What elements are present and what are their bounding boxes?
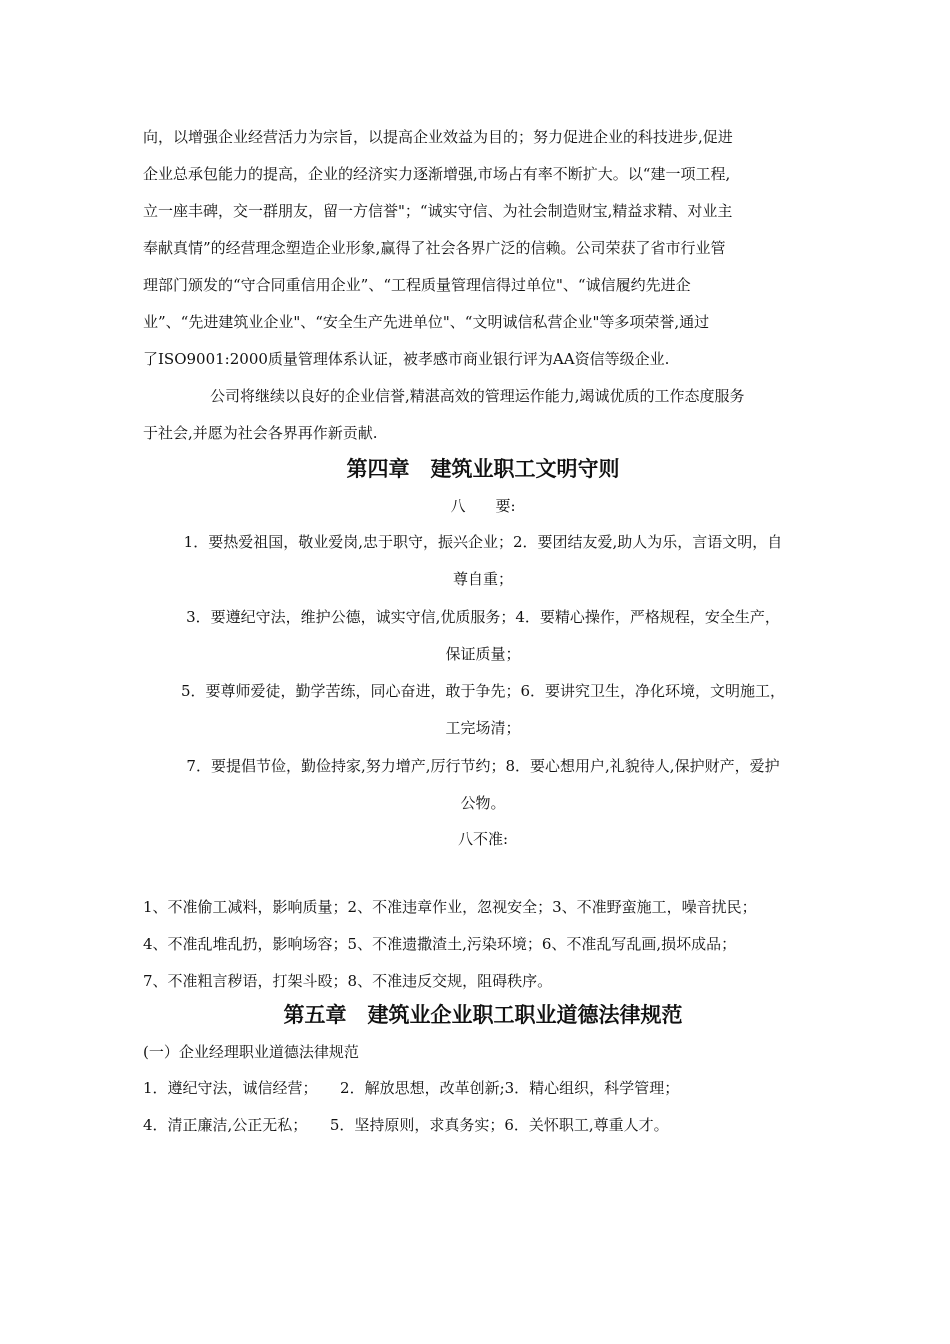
paragraph-line: 业”、“先进建筑业企业"、“安全生产先进单位"、“文明诚信私营企业"等多项荣誉,通过 <box>143 313 710 331</box>
chapter-title: 第五章 建筑业企业职工职业道德法律规范 <box>283 1002 683 1027</box>
list-item: 5．要尊师爱徒，勤学苦练，同心奋进，敢于争先；6．要讲究卫生，净化环境，文明施工， <box>180 682 786 700</box>
section-title: 八 要: <box>450 497 516 515</box>
paragraph-line: 企业总承包能力的提高，企业的经济实力逐渐增强,市场占有率不断扩大。以“建一项工程, <box>143 165 731 183</box>
paragraph-line: 公司将继续以良好的企业信誉,精湛高效的管理运作能力,竭诚优质的工作态度服务 <box>210 387 745 405</box>
section-title: 八不准: <box>457 830 509 848</box>
list-item: 7、不准粗言秽语，打架斗殴；8、不准违反交规，阻碍秩序。 <box>143 972 553 990</box>
list-item: 保证质量； <box>445 645 521 663</box>
list-item: 尊自重； <box>452 570 513 588</box>
list-item: 公物。 <box>460 794 506 812</box>
list-item: 3．要遵纪守法，维护公德，诚实守信,优质服务；4．要精心操作，严格规程，安全生产， <box>186 608 780 626</box>
paragraph-line: 了ISO9001:2000质量管理体系认证，被孝感市商业银行评为AA资信等级企业. <box>143 350 670 368</box>
paragraph-line: 奉献真情”的经营理念塑造企业形象,赢得了社会各界广泛的信赖。公司荣获了省市行业管 <box>143 239 726 257</box>
list-item: 工完场清； <box>445 719 521 737</box>
list-item: 7．要提倡节俭，勤俭持家,努力增产,厉行节约；8．要心想用户,礼貌待人,保护财产，爱护 <box>186 757 780 775</box>
paragraph-line: 向，以增强企业经营活力为宗旨，以提高企业效益为目的；努力促进企业的科技进步,促进 <box>143 128 733 146</box>
list-item: 1、不准偷工减料，影响质量；2、不准违章作业，忽视安全；3、不准野蛮施工，噪音扰民； <box>143 898 757 916</box>
paragraph-line: 理部门颁发的“守合同重信用企业”、“工程质量管理信得过单位"、“诚信履约先进企 <box>143 276 691 294</box>
list-item: 1．要热爱祖国，敬业爱岗,忠于职守，振兴企业；2．要团结友爱,助人为乐，言语文明，自 <box>183 533 783 551</box>
list-item: 4、不准乱堆乱扔，影响场容；5、不准遗撒渣土,污染环境；6、不准乱写乱画,损坏成品； <box>143 935 737 953</box>
list-item: 1．遵纪守法，诚信经营； 2．解放思想，改革创新;3．精心组织，科学管理； <box>143 1079 680 1097</box>
paragraph-line: 立一座丰碑，交一群朋友，留一方信誉"；“诚实守信、为社会制造财宝,精益求精、对业主 <box>143 202 733 220</box>
paragraph-line: 于社会,并愿为社会各界再作新贡献. <box>143 424 378 442</box>
chapter-title: 第四章 建筑业职工文明守则 <box>346 456 620 481</box>
list-item: 4．清正廉洁,公正无私； 5．坚持原则，求真务实；6．关怀职工,尊重人才。 <box>143 1116 669 1134</box>
section-title: (一）企业经理职业道德法律规范 <box>143 1043 359 1061</box>
